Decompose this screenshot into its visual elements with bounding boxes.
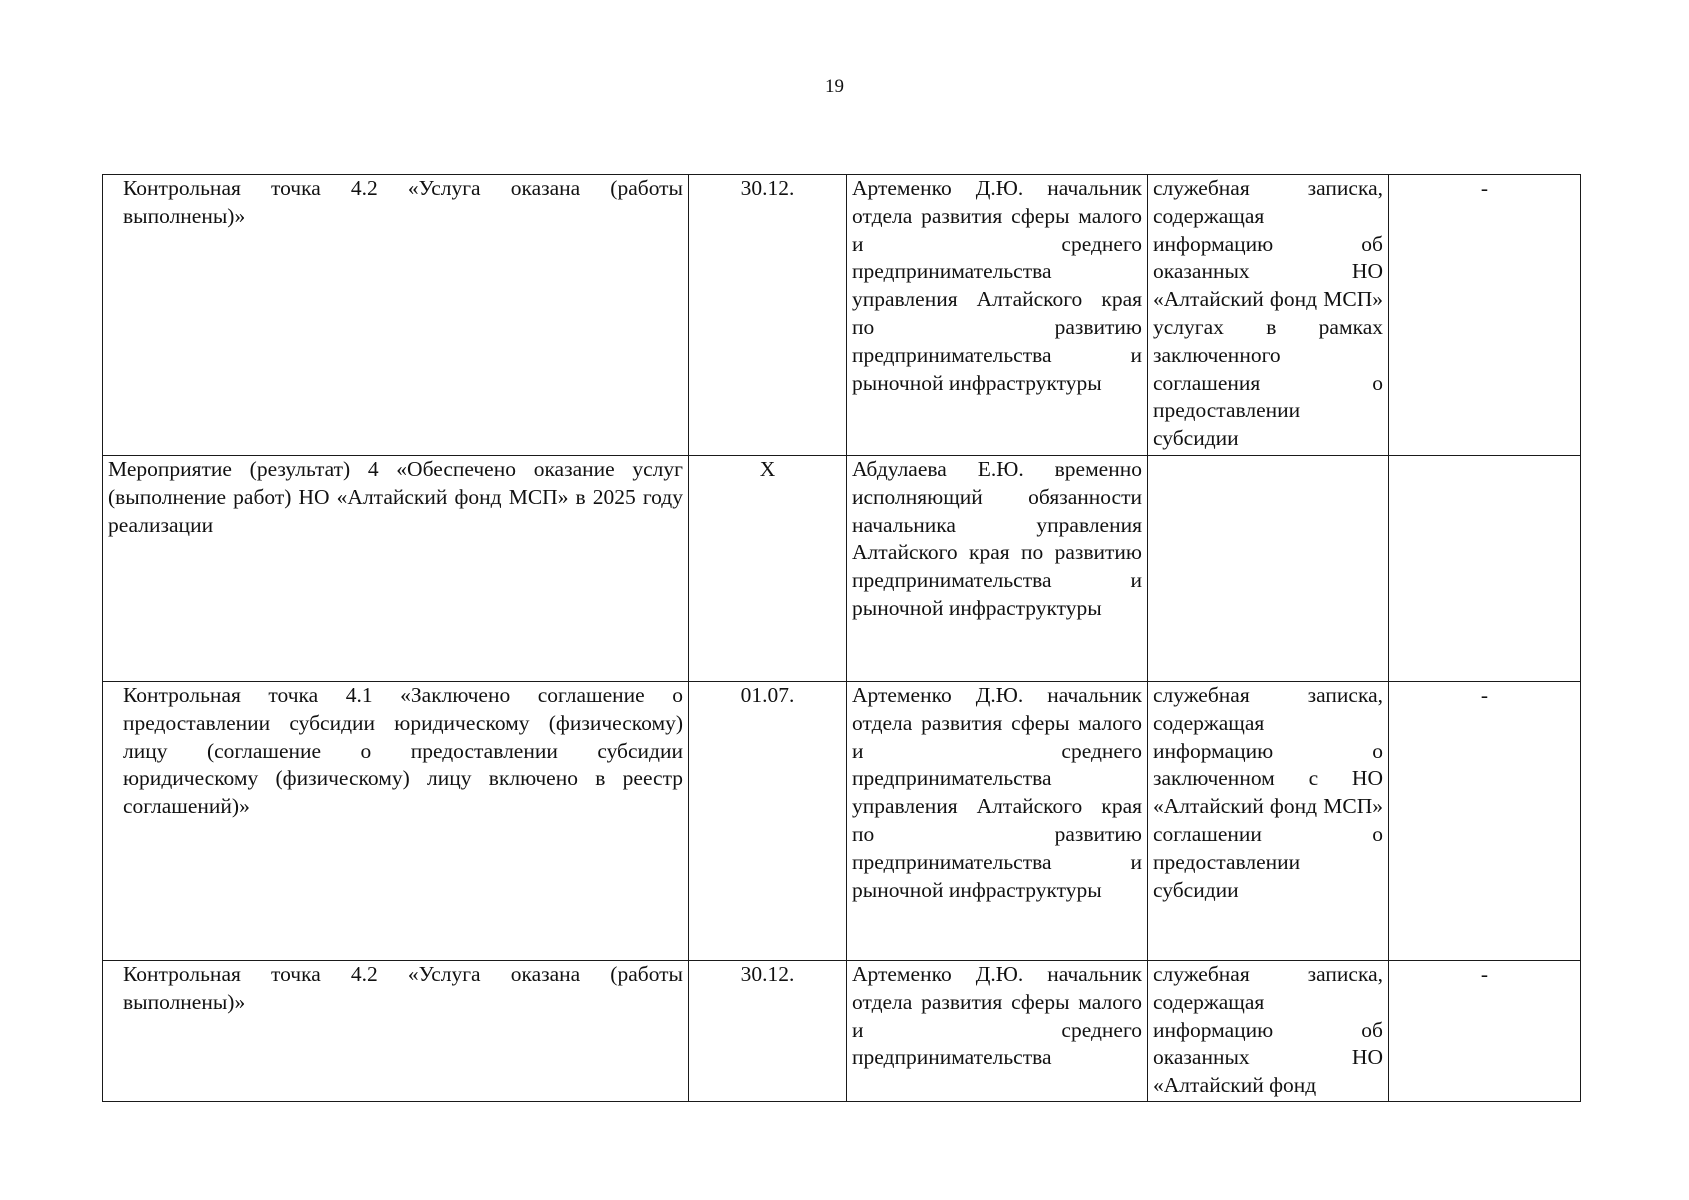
responsible-cell: Артеменко Д.Ю. начальник отдела развития сферы малого и среднего предпринимательства управления Алтайского края по развитию предпринимательства и рыночной инфраструктуры xyxy=(847,175,1148,456)
table-row xyxy=(103,961,1581,1102)
date-cell: Х xyxy=(689,456,847,682)
page-number: 19 xyxy=(825,76,844,97)
note-cell: - xyxy=(1389,961,1581,1102)
note-cell xyxy=(1389,456,1581,682)
control-point-name-cell: Контрольная точка 4.2 «Услуга оказана (работы выполнены)» xyxy=(103,175,689,456)
document-cell: служебная записка, содержащая информацию об оказанных НО «Алтайский фонд МСП» услугах в рамках заключенного соглашения о предоставлении субсидии xyxy=(1148,175,1389,456)
activity-name-cell: Мероприятие (результат) 4 «Обеспечено оказание услуг (выполнение работ) НО «Алтайский фонд МСП» в 2025 году реализации xyxy=(103,456,689,682)
date-cell: 30.12. xyxy=(689,961,847,1102)
responsible-cell: Артеменко Д.Ю. начальник отдела развития сферы малого и среднего предпринимательства xyxy=(847,961,1148,1102)
table-row xyxy=(103,456,1581,682)
plan-table xyxy=(102,174,1581,1102)
document-cell: служебная записка, содержащая информацию о заключенном с НО «Алтайский фонд МСП» соглашении о предоставлении субсидии xyxy=(1148,682,1389,961)
control-point-name-cell: Контрольная точка 4.1 «Заключено соглашение о предоставлении субсидии юридическому (физическому) лицу (соглашение о предоставлении субсидии юридическому (физическому) лицу включено в реестр соглашений)» xyxy=(103,682,689,961)
responsible-cell: Абдулаева Е.Ю. временно исполняющий обязанности начальника управления Алтайского края по развитию предпринимательства и рыночной инфраструктуры xyxy=(847,456,1148,682)
note-cell: - xyxy=(1389,175,1581,456)
table-row xyxy=(103,682,1581,961)
date-cell: 30.12. xyxy=(689,175,847,456)
table-row xyxy=(103,175,1581,456)
note-cell: - xyxy=(1389,682,1581,961)
document-cell: служебная записка, содержащая информацию об оказанных НО «Алтайский фонд xyxy=(1148,961,1389,1102)
control-point-name-cell: Контрольная точка 4.2 «Услуга оказана (работы выполнены)» xyxy=(103,961,689,1102)
date-cell: 01.07. xyxy=(689,682,847,961)
document-cell xyxy=(1148,456,1389,682)
responsible-cell: Артеменко Д.Ю. начальник отдела развития сферы малого и среднего предпринимательства управления Алтайского края по развитию предпринимательства и рыночной инфраструктуры xyxy=(847,682,1148,961)
